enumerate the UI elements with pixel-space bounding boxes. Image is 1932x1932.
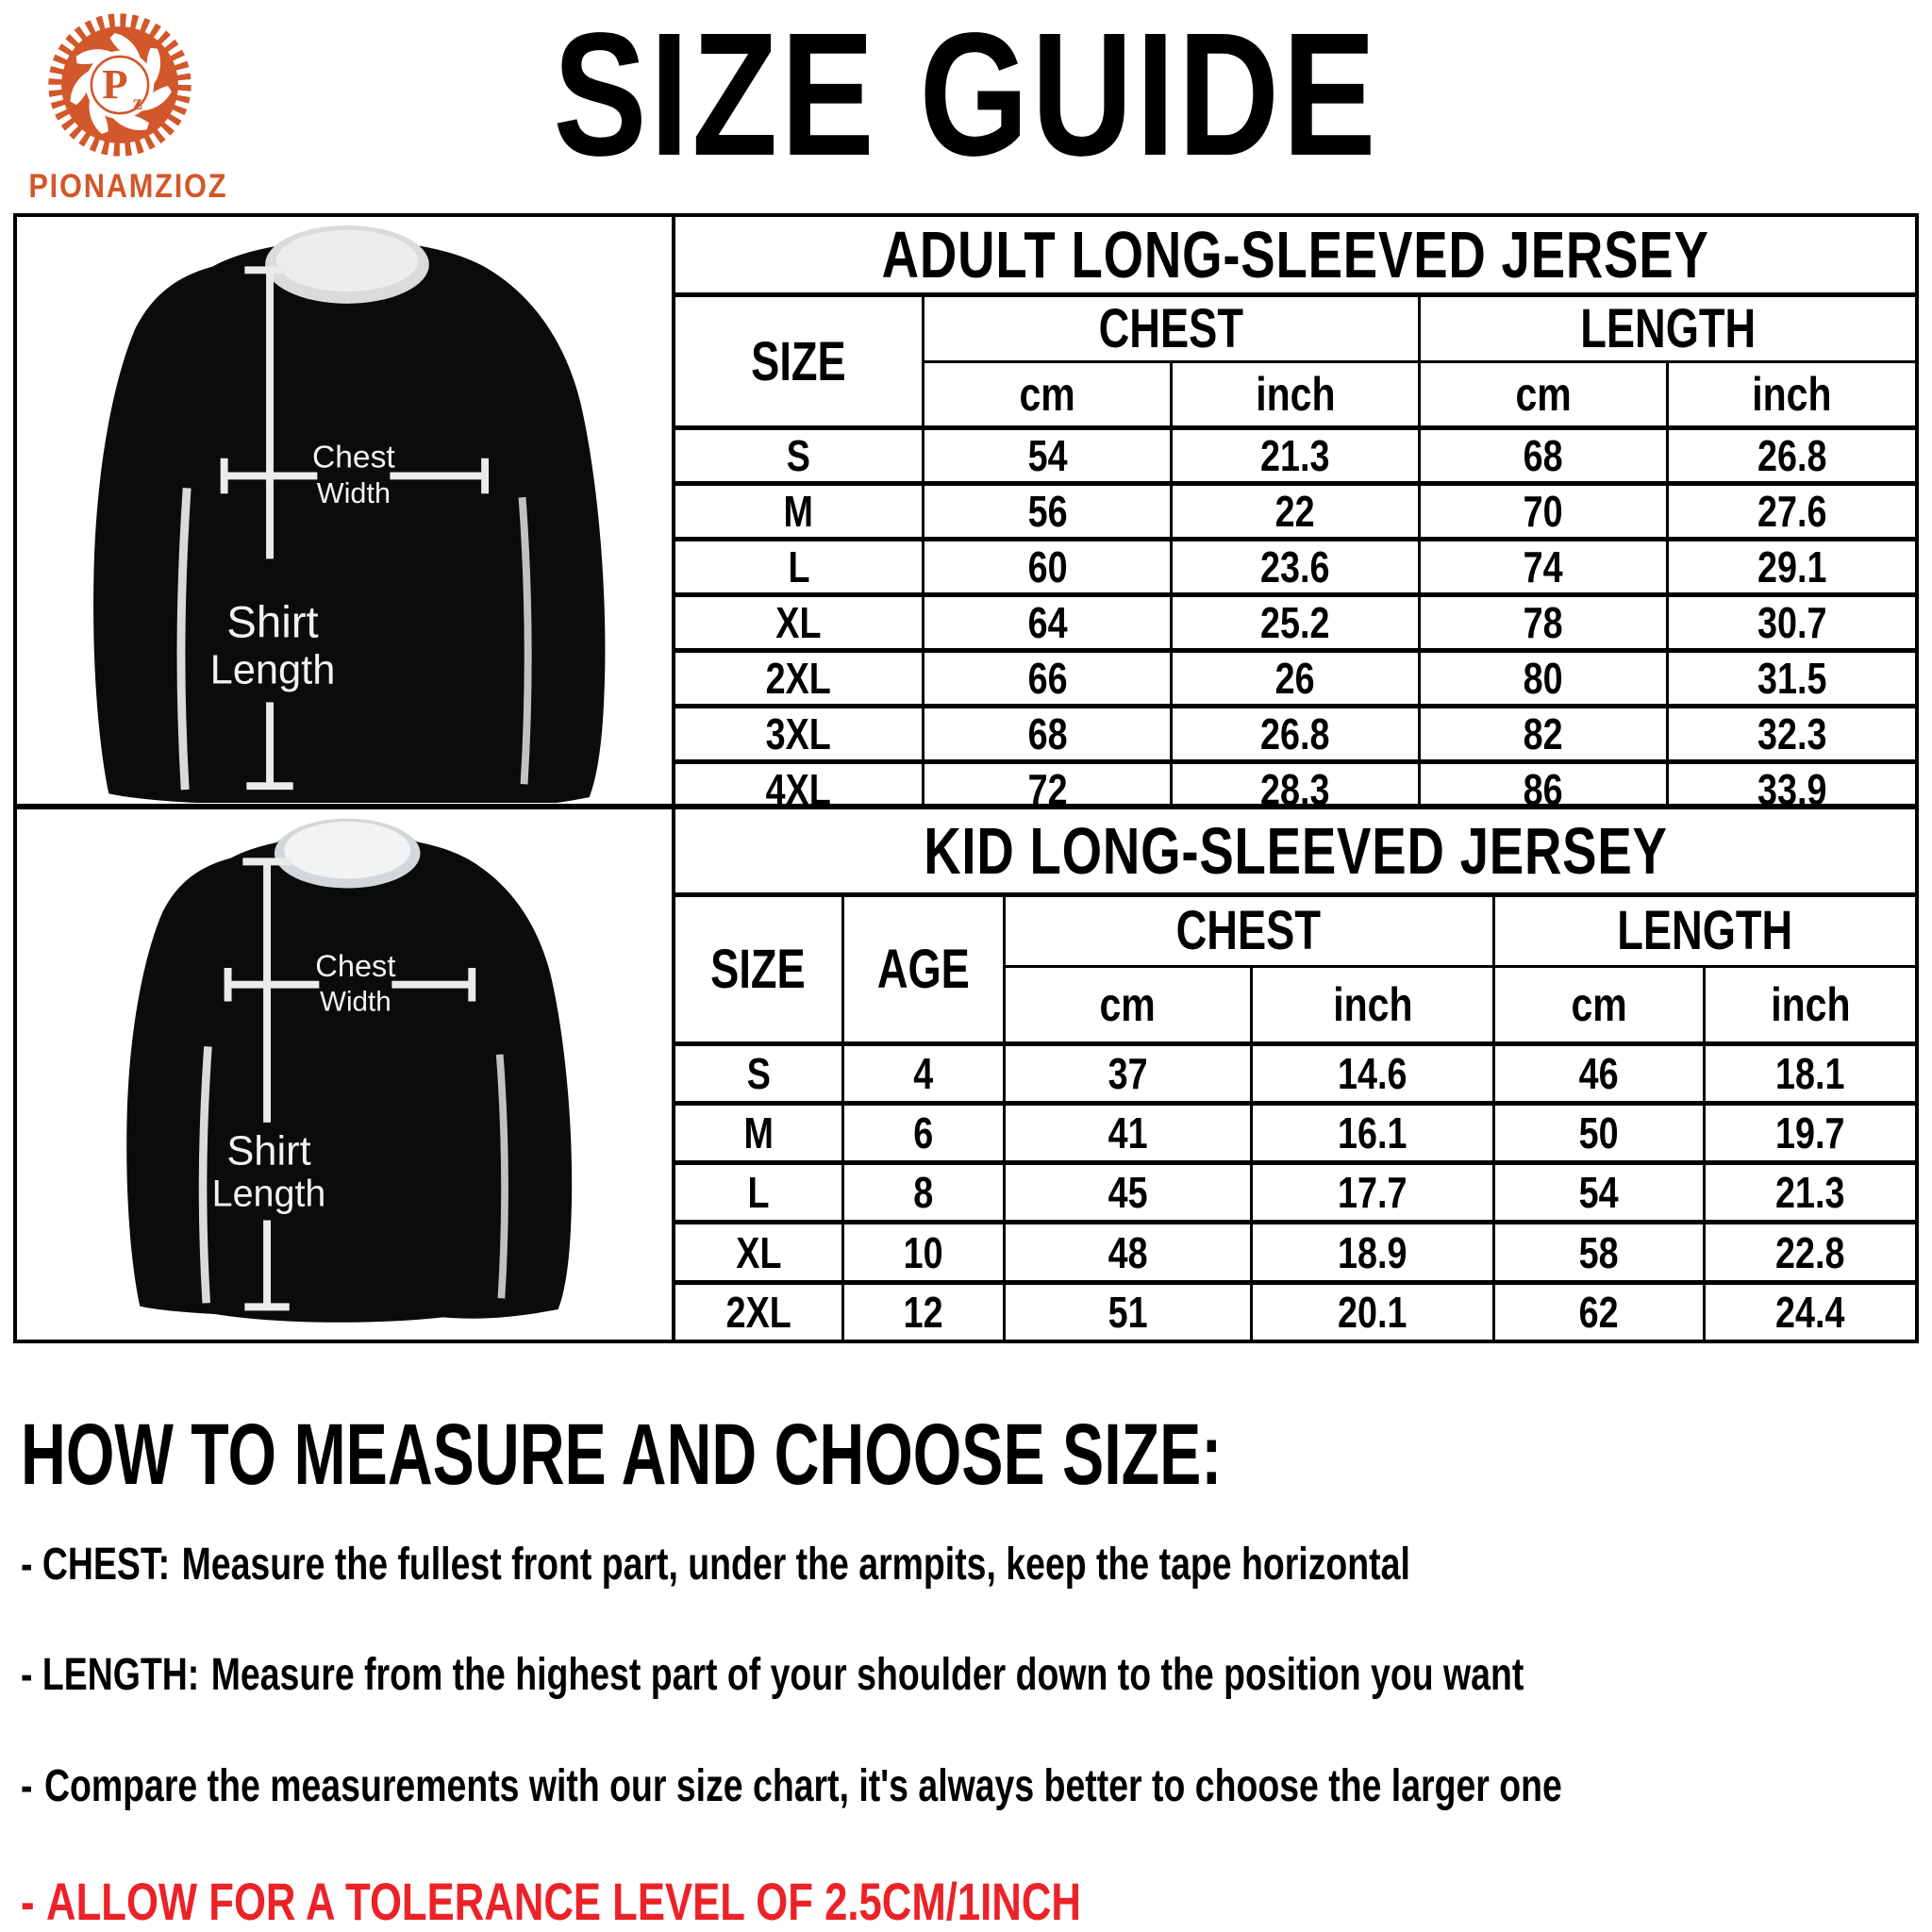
collar-inner <box>284 822 410 878</box>
table-cell <box>842 1043 1004 1103</box>
adult-table-title: ADULT LONG-SLEEVED JERSEY <box>881 218 1709 291</box>
cell-value: 29.1 <box>1757 542 1827 591</box>
table-cell <box>924 762 1172 810</box>
table-cell <box>1172 651 1420 707</box>
table-cell <box>1252 1043 1493 1103</box>
table-cell <box>1667 428 1915 484</box>
table-cell <box>1667 707 1915 762</box>
cell-value: 32.3 <box>1757 709 1827 758</box>
cell-value: 46 <box>1578 1048 1619 1098</box>
kid-table-title: KID LONG-SLEEVED JERSEY <box>923 813 1668 888</box>
header-size: SIZE <box>710 938 807 1000</box>
cell-value: L <box>788 542 810 591</box>
table-cell <box>1667 595 1915 651</box>
header-chest: CHEST <box>1098 298 1244 359</box>
table-cell <box>1705 1043 1915 1103</box>
cell-value: 80 <box>1523 654 1563 703</box>
cell-value: 45 <box>1108 1168 1148 1218</box>
cell-value: 23.6 <box>1260 542 1330 591</box>
cell-value: 21.3 <box>1260 431 1330 480</box>
instruction-length <box>21 1646 1911 1705</box>
table-cell <box>924 595 1172 651</box>
table-cell <box>1705 1103 1915 1162</box>
cell-value: S <box>787 431 811 480</box>
cell-value: 21.3 <box>1775 1168 1845 1218</box>
shirt-length-label-2: Length <box>209 647 336 693</box>
cell-value: 64 <box>1027 598 1068 647</box>
cell-value: XL <box>735 1227 782 1277</box>
cell-value: 62 <box>1578 1287 1619 1337</box>
cell-value: S <box>746 1048 771 1098</box>
instruction-text: ALLOW FOR A TOLERANCE LEVEL OF 2.5CM/1INCH <box>46 1872 1081 1932</box>
table-cell <box>1419 707 1667 762</box>
table-cell <box>675 1282 842 1340</box>
cell-value: 12 <box>903 1287 943 1337</box>
kid-table-body <box>675 1043 1915 1340</box>
table-cell <box>1419 540 1667 595</box>
table-cell <box>675 707 924 762</box>
cell-value: 25.2 <box>1260 598 1330 647</box>
table-row <box>675 707 1915 762</box>
table-cell <box>842 1282 1004 1340</box>
table-cell <box>924 428 1172 484</box>
cell-value: 54 <box>1027 431 1068 480</box>
header-age: AGE <box>876 938 970 1000</box>
table-cell <box>1419 595 1667 651</box>
page-title: SIZE GUIDE <box>553 0 1379 192</box>
cell-value: L <box>747 1168 770 1218</box>
cell-value: 26.8 <box>1757 431 1827 480</box>
table-cell <box>1493 1043 1704 1103</box>
table-row <box>675 1223 1915 1282</box>
cell-value: 58 <box>1578 1227 1619 1277</box>
adult-table-title-row <box>675 217 1915 295</box>
table-cell <box>1493 1282 1704 1340</box>
cell-value: 3XL <box>766 709 832 758</box>
table-cell <box>1667 484 1915 540</box>
cell-value: 2XL <box>766 654 832 703</box>
monogram-z: z <box>132 90 143 115</box>
header-chest: CHEST <box>1176 900 1322 961</box>
cell-value: 2XL <box>725 1287 791 1337</box>
table-cell <box>1172 428 1420 484</box>
table-row <box>675 540 1915 595</box>
cell-value: 19.7 <box>1775 1108 1845 1158</box>
kid-table-header-row <box>675 894 1915 966</box>
adult-jersey-diagram <box>19 218 670 803</box>
table-row <box>675 1282 1915 1340</box>
cell-value: 14.6 <box>1338 1048 1407 1098</box>
table-cell <box>675 595 924 651</box>
cell-value: 48 <box>1108 1227 1148 1277</box>
shirt-length-label-2: Length <box>211 1173 326 1215</box>
header-cm: cm <box>1019 368 1075 421</box>
shirt-length-label-1: Shirt <box>226 597 319 648</box>
cell-value: 70 <box>1523 487 1563 536</box>
table-cell <box>1419 651 1667 707</box>
chest-width-label-1: Chest <box>312 440 395 475</box>
cell-value: 72 <box>1027 765 1068 809</box>
table-cell <box>924 484 1172 540</box>
cell-value: 18.1 <box>1775 1048 1845 1098</box>
cell-value: 56 <box>1027 487 1068 536</box>
table-cell <box>675 540 924 595</box>
table-cell <box>842 1103 1004 1162</box>
cell-value: 22 <box>1275 487 1315 536</box>
cell-value: 41 <box>1108 1108 1148 1158</box>
adult-size-table <box>675 217 1915 809</box>
cell-value: 6 <box>913 1108 934 1158</box>
cell-value: 26 <box>1275 654 1315 703</box>
table-cell <box>1172 707 1420 762</box>
cell-value: 60 <box>1027 542 1068 591</box>
chest-width-label-2: Width <box>316 477 391 510</box>
adult-table-body <box>675 428 1915 810</box>
table-row <box>675 1043 1915 1103</box>
table-cell <box>924 540 1172 595</box>
table-cell <box>1667 651 1915 707</box>
table-row <box>675 484 1915 540</box>
table-cell <box>1705 1282 1915 1340</box>
table-cell <box>1493 1223 1704 1282</box>
table-row <box>675 595 1915 651</box>
instruction-prefix: - <box>21 1760 33 1811</box>
instruction-text: Compare the measurements with our size chart, it's always better to choose the larger one <box>43 1760 1562 1811</box>
cell-value: 28.3 <box>1260 765 1330 809</box>
header-length: LENGTH <box>1617 900 1793 961</box>
table-row <box>675 1163 1915 1223</box>
table-cell <box>1004 1043 1252 1103</box>
shirt-length-label-1: Shirt <box>226 1128 311 1174</box>
table-cell <box>924 707 1172 762</box>
table-cell <box>1172 762 1420 810</box>
table-row <box>675 1103 1915 1162</box>
chest-width-label-1: Chest <box>315 948 396 983</box>
table-cell <box>1419 762 1667 810</box>
instruction-tolerance <box>21 1868 1911 1932</box>
table-cell <box>1705 1163 1915 1223</box>
table-row <box>675 762 1915 810</box>
cell-value: 68 <box>1523 431 1563 480</box>
kid-jersey-shape <box>126 819 572 1323</box>
monogram-p: P <box>102 59 128 108</box>
table-cell <box>1252 1163 1493 1223</box>
table-cell <box>675 651 924 707</box>
table-cell <box>675 1043 842 1103</box>
table-cell <box>1004 1103 1252 1162</box>
table-cell <box>675 484 924 540</box>
cell-value: 18.9 <box>1338 1227 1407 1277</box>
table-cell <box>924 651 1172 707</box>
size-chart-box <box>13 213 1919 1343</box>
table-cell <box>1252 1282 1493 1340</box>
table-cell <box>1004 1163 1252 1223</box>
table-cell <box>842 1163 1004 1223</box>
cell-value: 31.5 <box>1757 654 1827 703</box>
header-size: SIZE <box>751 330 846 392</box>
table-cell <box>1419 428 1667 484</box>
header-inch: inch <box>1752 368 1832 421</box>
kid-table-title-row <box>675 809 1915 894</box>
instruction-chest <box>21 1536 1911 1594</box>
table-cell <box>675 1103 842 1162</box>
table-cell <box>1172 484 1420 540</box>
header-inch: inch <box>1255 368 1336 421</box>
table-cell <box>1252 1223 1493 1282</box>
instructions-section <box>21 1407 1911 1932</box>
chest-width-label-2: Width <box>320 986 391 1018</box>
instruction-text: Measure from the highest part of your shoulder down to the position you want <box>210 1650 1524 1701</box>
cell-value: 27.6 <box>1757 487 1827 536</box>
table-cell <box>1705 1223 1915 1282</box>
cell-value: 78 <box>1523 598 1563 647</box>
header-inch: inch <box>1770 977 1851 1031</box>
cell-value: 86 <box>1523 765 1563 809</box>
cell-value: 24.4 <box>1775 1287 1845 1337</box>
table-cell <box>1493 1103 1704 1162</box>
adult-jersey-panel <box>17 217 675 809</box>
cell-value: 4XL <box>766 765 832 809</box>
header-cm: cm <box>1571 977 1627 1031</box>
cell-value: M <box>743 1108 774 1158</box>
adult-table-header-row <box>675 295 1915 362</box>
cell-value: 66 <box>1027 654 1068 703</box>
table-cell <box>675 428 924 484</box>
table-row <box>675 651 1915 707</box>
brand-name: PIONAMZIOZ <box>28 168 228 205</box>
table-cell <box>1172 595 1420 651</box>
cell-value: 22.8 <box>1775 1227 1845 1277</box>
table-cell <box>1172 540 1420 595</box>
instruction-prefix: - <box>21 1872 35 1932</box>
cell-value: 26.8 <box>1260 709 1330 758</box>
header-inch: inch <box>1332 977 1413 1031</box>
instruction-prefix: - CHEST: <box>21 1540 171 1590</box>
cell-value: XL <box>775 598 822 647</box>
cell-value: 33.9 <box>1757 765 1827 809</box>
cell-value: 82 <box>1523 709 1563 758</box>
table-cell <box>675 1163 842 1223</box>
table-cell <box>1667 540 1915 595</box>
instruction-compare <box>21 1757 1911 1816</box>
collar-inner <box>276 230 418 291</box>
cell-value: 10 <box>903 1227 943 1277</box>
cell-value: 51 <box>1108 1287 1148 1337</box>
adult-table-panel <box>675 217 1915 809</box>
cell-value: 16.1 <box>1338 1108 1407 1158</box>
cell-value: 17.7 <box>1338 1168 1407 1218</box>
cell-value: 8 <box>913 1168 934 1218</box>
table-cell <box>1252 1103 1493 1162</box>
header-cm: cm <box>1099 977 1157 1031</box>
table-cell <box>675 1223 842 1282</box>
instruction-text: Measure the fullest front part, under the armpits, keep the tape horizontal <box>181 1540 1410 1590</box>
table-cell <box>675 762 924 810</box>
cell-value: 4 <box>913 1048 934 1098</box>
kid-jersey-diagram <box>19 815 670 1334</box>
cell-value: 37 <box>1108 1048 1148 1098</box>
table-cell <box>1419 484 1667 540</box>
instructions-heading: HOW TO MEASURE AND CHOOSE SIZE: <box>21 1407 1223 1503</box>
cell-value: 30.7 <box>1757 598 1827 647</box>
cell-value: 74 <box>1523 542 1563 591</box>
cell-value: 54 <box>1578 1168 1619 1218</box>
cell-value: 50 <box>1578 1108 1619 1158</box>
header-length: LENGTH <box>1579 298 1756 359</box>
table-cell <box>1667 762 1915 810</box>
table-row <box>675 428 1915 484</box>
table-cell <box>1493 1163 1704 1223</box>
table-cell <box>842 1223 1004 1282</box>
header-cm: cm <box>1515 368 1572 421</box>
table-cell <box>1004 1223 1252 1282</box>
kid-table-panel <box>675 809 1915 1340</box>
cell-value: 20.1 <box>1338 1287 1407 1337</box>
table-cell <box>1004 1282 1252 1340</box>
kid-size-table <box>675 809 1915 1340</box>
instruction-prefix: - LENGTH: <box>21 1650 200 1701</box>
cell-value: M <box>783 487 814 536</box>
kid-jersey-panel <box>17 809 675 1340</box>
cell-value: 68 <box>1027 709 1068 758</box>
